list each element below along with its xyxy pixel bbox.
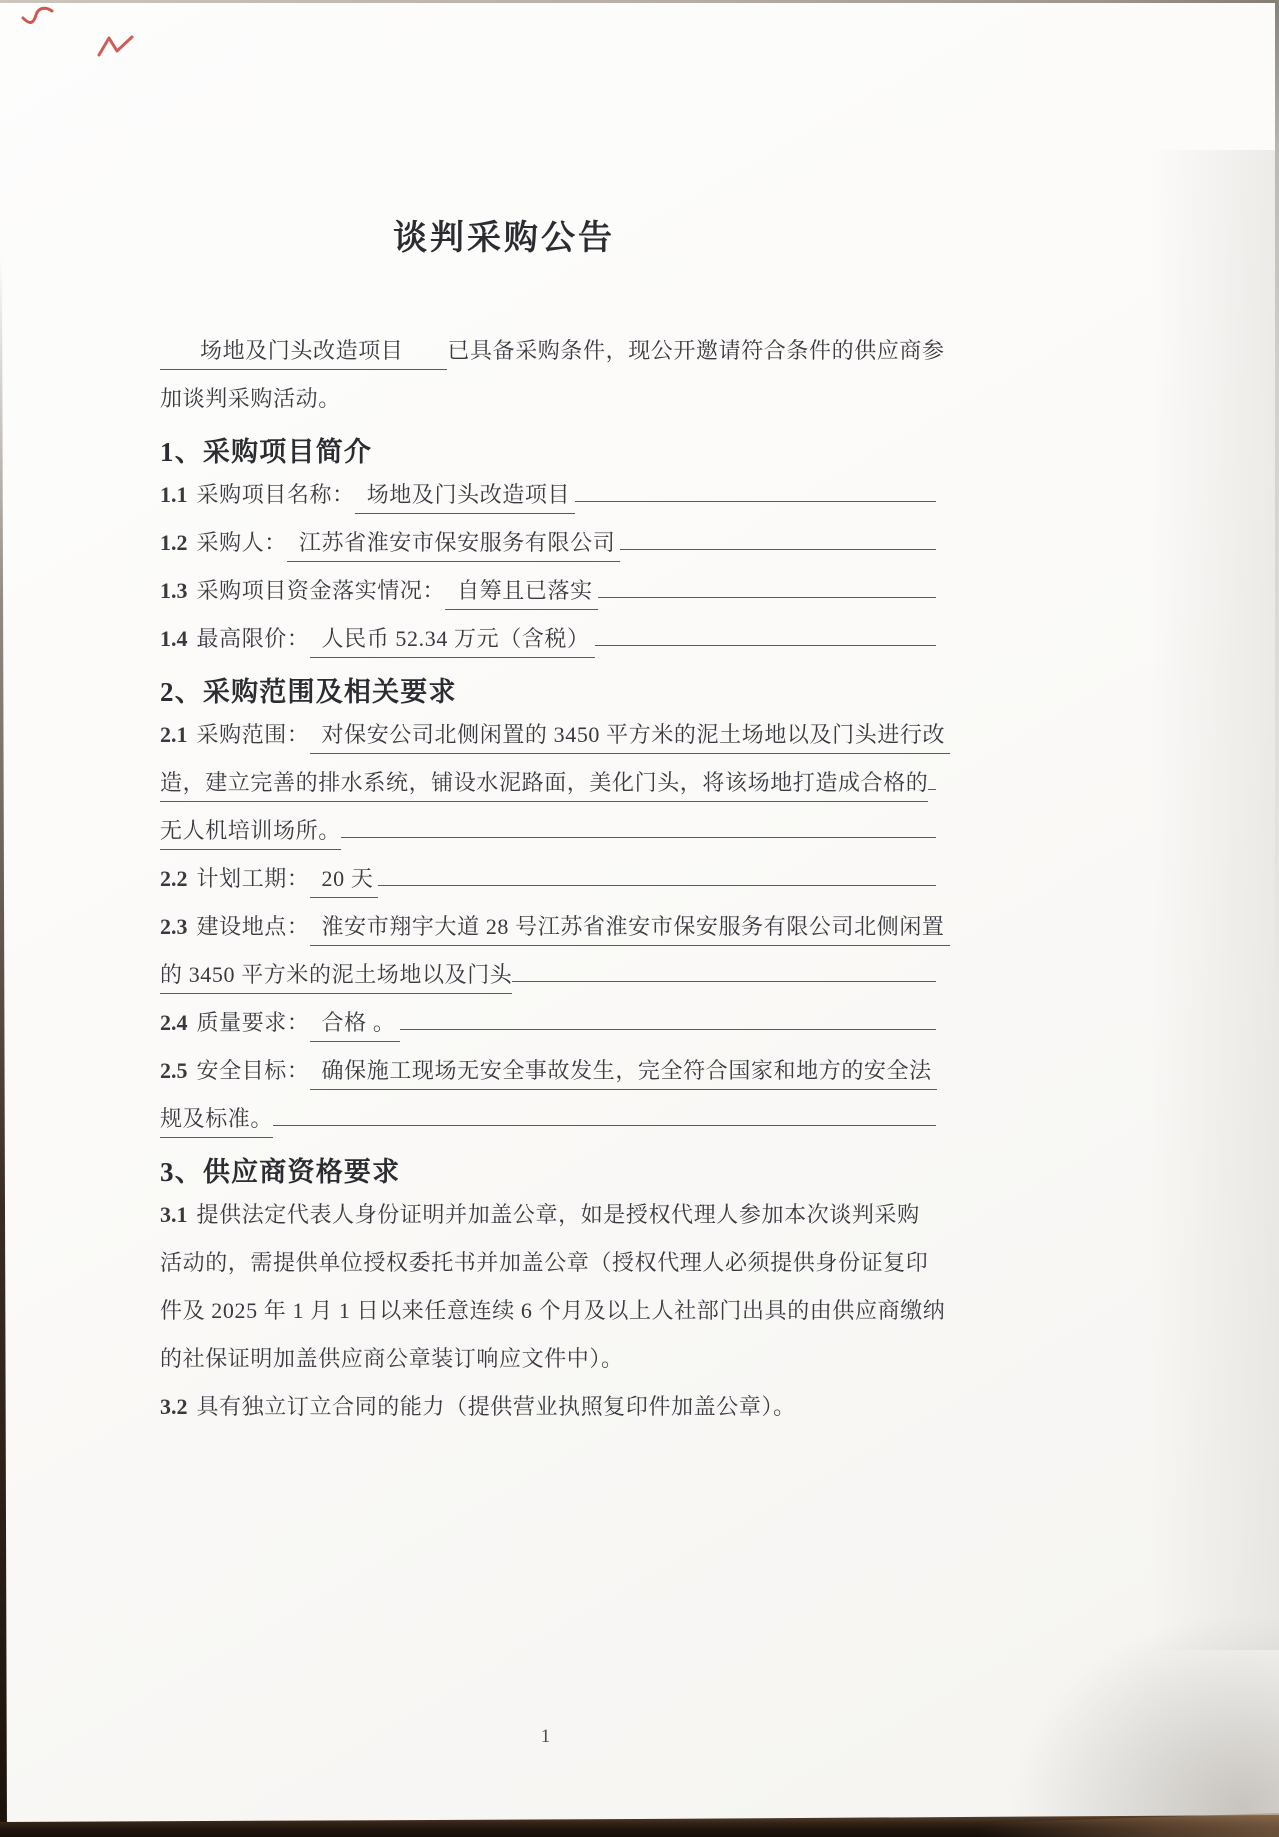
section-heading [160, 418, 936, 466]
blank-underline-fill [341, 827, 936, 838]
blank-underline-fill [595, 635, 936, 646]
red-pen-mark-icon [20, 2, 56, 30]
field-label: 采购人： [196, 530, 287, 555]
item-number: 1.1 [160, 482, 188, 507]
item-number: 2.4 [160, 1010, 188, 1035]
blank-underline-fill [928, 779, 936, 790]
text-run: 1、采购项目简介 [160, 437, 373, 467]
underlined-value: 淮安市翔宇大道 28 号江苏省淮安市保安服务有限公司北侧闲置 [310, 910, 950, 946]
field-label: 质量要求： [196, 1010, 310, 1035]
blank-underline-fill [575, 491, 936, 502]
underlined-value: 江苏省淮安市保安服务有限公司 [287, 526, 620, 562]
underlined-value: 人民币 52.34 万元（含税） [310, 622, 595, 658]
item-number: 2.2 [160, 866, 188, 891]
text-run: 2、采购范围及相关要求 [160, 677, 457, 707]
underlined-value: 合格 。 [310, 1006, 401, 1042]
item-number: 1.4 [160, 626, 188, 651]
field-label: 最高限价： [196, 626, 310, 651]
blank-underline-fill [400, 1019, 936, 1030]
text-run: 活动的，需提供单位授权委托书并加盖公章（授权代理人必须提供身份证复印 [160, 1250, 929, 1275]
text-line [160, 850, 936, 898]
blank-underline-fill [598, 587, 936, 598]
item-number: 2.1 [160, 722, 188, 747]
underlined-value: 对保安公司北侧闲置的 3450 平方米的泥土场地以及门头进行改 [310, 718, 951, 754]
item-number: 2.3 [160, 914, 188, 939]
field-label: 计划工期： [196, 866, 310, 891]
section-heading [160, 1138, 936, 1186]
text-run: 加谈判采购活动。 [160, 386, 341, 411]
underlined-value: 20 天 [310, 862, 379, 898]
text-run: 的社保证明加盖供应商公章装订响应文件中）。 [160, 1346, 624, 1371]
page-number: 1 [540, 1726, 552, 1747]
text-line [160, 466, 936, 514]
text-line [160, 370, 936, 418]
text-line [160, 514, 936, 562]
field-label: 采购项目名称： [196, 482, 355, 507]
text-line [160, 1042, 936, 1090]
blank-underline-fill [620, 539, 936, 550]
underlined-value: 规及标准。 [160, 1102, 273, 1138]
project-name-blank: 场地及门头改造项目 [160, 334, 447, 370]
underlined-value: 确保施工现场无安全事故发生，完全符合国家和地方的安全法 [310, 1054, 937, 1090]
text-run: 已具备采购条件，现公开邀请符合条件的供应商参 [447, 338, 945, 363]
text-line [160, 1282, 946, 1330]
text-line [160, 706, 946, 754]
item-number: 1.2 [160, 530, 188, 555]
underlined-value: 无人机培训场所。 [160, 814, 341, 850]
text-line [160, 562, 936, 610]
item-number: 1.3 [160, 578, 188, 603]
item-number: 3.1 [160, 1202, 188, 1227]
text-line [160, 802, 936, 850]
red-pen-mark-icon [96, 32, 138, 62]
underlined-value: 自筹且已落实 [445, 574, 598, 610]
item-number: 3.2 [160, 1394, 188, 1419]
document-body [160, 322, 946, 1426]
text-line [160, 994, 936, 1042]
paper-shading [1149, 150, 1279, 1650]
field-label: 建设地点： [196, 914, 310, 939]
item-number: 2.5 [160, 1058, 188, 1083]
field-label: 采购项目资金落实情况： [196, 578, 446, 603]
blank-underline-fill [512, 971, 936, 982]
text-line [160, 754, 936, 802]
text-line [160, 1234, 936, 1282]
field-label: 采购范围： [196, 722, 310, 747]
scan-left-edge [0, 255, 7, 1837]
text-line [160, 322, 945, 370]
field-label: 安全目标： [196, 1058, 310, 1083]
scan-top-edge [0, 0, 1279, 3]
text-line [160, 1186, 936, 1234]
text-run: 提供法定代表人身份证明并加盖公章，如是授权代理人参加本次谈判采购 [196, 1202, 920, 1227]
text-run: 具有独立订立合同的能力（提供营业执照复印件加盖公章）。 [196, 1394, 796, 1419]
text-run: 3、供应商资格要求 [160, 1157, 401, 1187]
text-line [160, 610, 936, 658]
section-heading [160, 658, 936, 706]
paper-corner-shadow [979, 1587, 1279, 1827]
blank-underline-fill [273, 1115, 936, 1126]
text-line [160, 1378, 936, 1426]
blank-underline-fill [378, 875, 936, 886]
page-title: 谈判采购公告 [393, 220, 615, 257]
text-line [160, 1330, 936, 1378]
text-run: 件及 2025 年 1 月 1 日以来任意连续 6 个月及以上人社部门出具的由供应商缴纳 [160, 1298, 946, 1323]
underlined-value: 的 3450 平方米的泥土场地以及门头 [160, 958, 512, 994]
underlined-value: 造，建立完善的排水系统，铺设水泥路面，美化门头，将该场地打造成合格的 [160, 766, 928, 802]
text-line [160, 946, 936, 994]
text-line [160, 1090, 936, 1138]
underlined-value: 场地及门头改造项目 [355, 478, 575, 514]
text-line [160, 898, 945, 946]
